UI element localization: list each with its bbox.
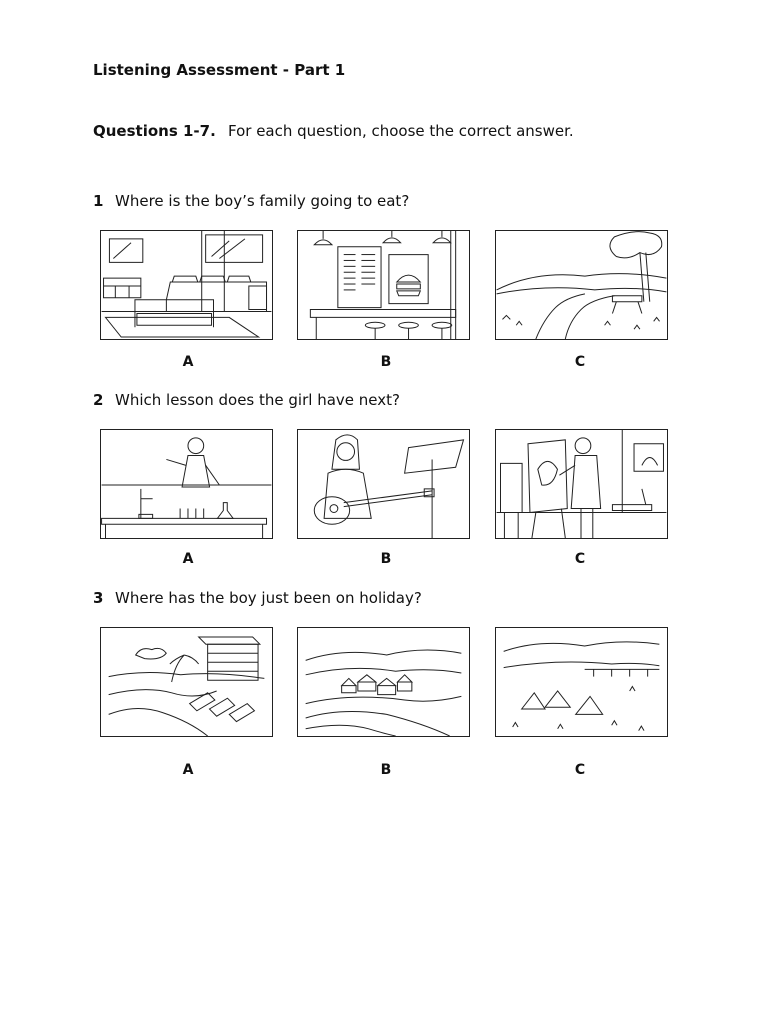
option-label: A (182, 354, 194, 370)
page-title: Listening Assessment - Part 1 (93, 61, 346, 79)
option-label: C (574, 551, 586, 567)
question-text: Where has the boy just been on holiday? (115, 589, 422, 607)
option-picture-science-lab[interactable] (100, 429, 273, 539)
option-picture-camping-field[interactable] (495, 627, 668, 737)
option-picture-countryside-village[interactable] (297, 627, 470, 737)
question-number: 3 (93, 589, 104, 607)
instructions (93, 122, 574, 140)
option-label: B (380, 551, 392, 567)
option-picture-art-painting[interactable] (495, 429, 668, 539)
question-3 (93, 589, 422, 607)
option-picture-living-room[interactable] (100, 230, 273, 340)
question-number: 1 (93, 192, 104, 210)
option-picture-burger-cafe[interactable] (297, 230, 470, 340)
question-range: Questions 1-7. (93, 122, 216, 140)
option-picture-guitar-music[interactable] (297, 429, 470, 539)
instructions-text: For each question, choose the correct answer. (228, 122, 574, 140)
option-label: A (182, 551, 194, 567)
question-text: Where is the boy’s family going to eat? (115, 192, 410, 210)
option-label: B (380, 762, 392, 778)
option-label: C (574, 762, 586, 778)
option-label: C (574, 354, 586, 370)
question-text: Which lesson does the girl have next? (115, 391, 400, 409)
option-label: A (182, 762, 194, 778)
question-number: 2 (93, 391, 104, 409)
option-label: B (380, 354, 392, 370)
option-picture-beach-hotel[interactable] (100, 627, 273, 737)
question-1 (93, 192, 409, 210)
question-2 (93, 391, 400, 409)
option-picture-picnic-park[interactable] (495, 230, 668, 340)
